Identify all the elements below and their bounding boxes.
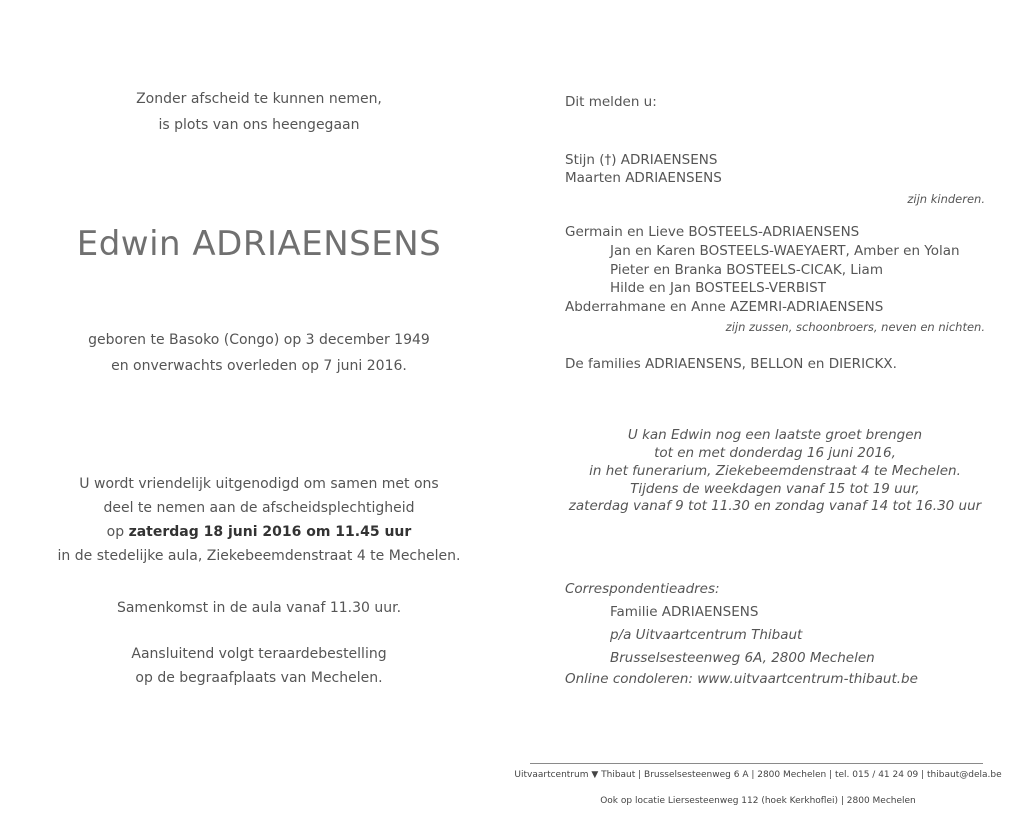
announce-heading: Dit melden u: xyxy=(565,94,657,110)
right-column xyxy=(565,0,985,826)
burial-line-1: Aansluitend volgt teraardebestelling xyxy=(131,646,387,662)
sibling-main-2: Abderrahmane en Anne AZEMRI-ADRIAENSENS xyxy=(565,299,884,315)
sibling-sub-1: Jan en Karen BOSTEELS-WAEYAERT, Amber en Yolan xyxy=(610,243,960,259)
correspondence-name: Familie ADRIAENSENS xyxy=(610,604,759,620)
invite-line-1: U wordt vriendelijk uitgenodigd om samen met ons xyxy=(79,476,439,492)
siblings-role: zijn zussen, schoonbroers, neven en nichten. xyxy=(725,320,985,334)
gathering-line: Samenkomst in de aula vanaf 11.30 uur. xyxy=(116,600,402,616)
children-role: zijn kinderen. xyxy=(907,192,985,206)
death-line: en onverwachts overleden op 7 juni 2016. xyxy=(111,358,407,374)
families-line: De families ADRIAENSENS, BELLON en DIERICKX. xyxy=(565,356,897,372)
child-1: Stijn (†) ADRIAENSENS xyxy=(565,152,718,168)
deceased-name: Edwin ADRIAENSENS xyxy=(76,224,442,264)
correspondence-line-2: Brusselsesteenweg 6A, 2800 Mechelen xyxy=(610,650,875,666)
intro-line-2: is plots van ons heengegaan xyxy=(158,117,360,133)
invite-line-4: in de stedelijke aula, Ziekebeemdenstraat 4 te Mechelen. xyxy=(57,548,461,564)
child-2: Maarten ADRIAENSENS xyxy=(565,170,722,186)
intro-line-1: Zonder afscheid te kunnen nemen, xyxy=(136,91,382,107)
left-column xyxy=(40,0,478,826)
burial-line-2: op de begraafplaats van Mechelen. xyxy=(135,670,383,686)
footer-location: Ook op locatie Liersesteenweg 112 (hoek Kerkhoflei) | 2800 Mechelen xyxy=(600,796,916,806)
invite-line-3 xyxy=(40,520,478,544)
sibling-sub-3: Hilde en Jan BOSTEELS-VERBIST xyxy=(610,280,826,296)
birth-line: geboren te Basoko (Congo) op 3 december 1949 xyxy=(88,332,430,348)
visit-line-3: in het funerarium, Ziekebeemdenstraat 4 te Mechelen. xyxy=(589,463,961,479)
visit-line-4: Tijdens de weekdagen vanaf 15 tot 19 uur, xyxy=(630,481,920,497)
correspondence-line-1: p/a Uitvaartcentrum Thibaut xyxy=(610,627,803,643)
sibling-main-1: Germain en Lieve BOSTEELS-ADRIAENSENS xyxy=(565,224,860,240)
invite-date-prefix: op xyxy=(106,524,129,540)
correspondence-label: Correspondentieadres: xyxy=(565,581,720,597)
visit-line-5: zaterdag vanaf 9 tot 11.30 en zondag vanaf 14 tot 16.30 uur xyxy=(568,498,982,514)
online-condolence: Online condoleren: www.uitvaartcentrum-thibaut.be xyxy=(565,671,918,687)
footer-address: Uitvaartcentrum ▼ Thibaut | Brusselsesteenweg 6 A | 2800 Mechelen | tel. 015 / 41 24 09 | thibaut@dela.be xyxy=(514,770,1002,780)
visit-line-2: tot en met donderdag 16 juni 2016, xyxy=(654,445,896,461)
invite-line-2: deel te nemen aan de afscheidsplechtigheid xyxy=(103,500,415,516)
visit-line-1: U kan Edwin nog een laatste groet brengen xyxy=(627,427,923,443)
footer-divider xyxy=(530,763,983,764)
ceremony-datetime: zaterdag 18 juni 2016 om 11.45 uur xyxy=(128,524,412,540)
sibling-sub-2: Pieter en Branka BOSTEELS-CICAK, Liam xyxy=(610,262,883,278)
